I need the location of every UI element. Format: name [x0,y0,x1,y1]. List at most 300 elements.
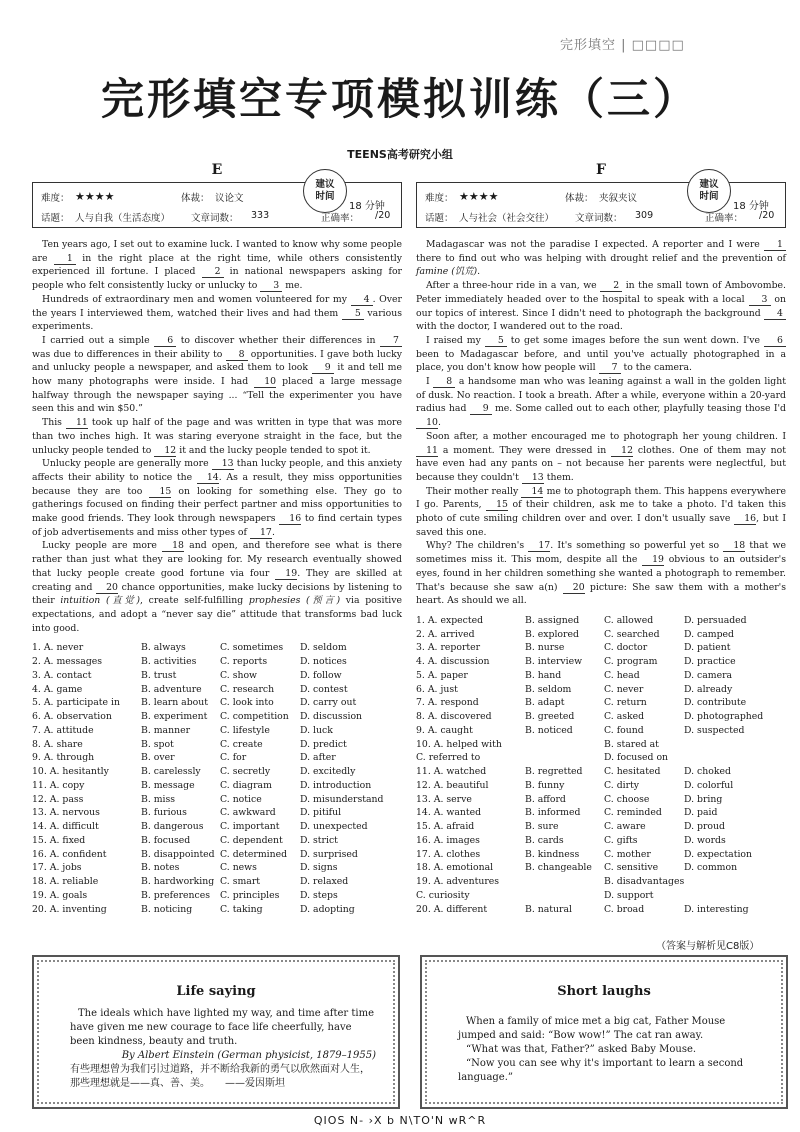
option-choice: 12. A. pass [32,793,84,805]
passage-paragraph [32,334,402,416]
passage-text: placed a large message halfway through the newspaper saying ... “Tell the experimenter you have seen this and win $50.” [32,376,402,415]
option-choice: 17. A. clothes [416,848,481,860]
passage-paragraph [416,279,786,334]
option-choice: C. dependent [220,834,283,846]
option-choice: C. referred to [416,752,481,764]
option-choice: C. curiosity [416,889,470,901]
passage-paragraph [32,416,402,457]
option-choice: D. after [300,752,336,764]
passage-text: Ten years ago, I set out to examine luck. I wanted to know why some people are [32,239,402,264]
blank-number: 2 [202,267,224,278]
option-choice: D. signs [300,862,338,874]
blank-number: 8 [226,350,248,361]
option-row [32,710,402,724]
genre-label: 体裁： [565,193,594,204]
option-choice: C. secretly [220,766,271,778]
passage-text: been to Madagascar before, and until you've actually photographed in a place, you don't know how people will [416,348,786,374]
blank-number: 10 [254,377,276,388]
option-choice: D. words [684,834,726,846]
option-choice: D. contest [300,683,348,695]
option-choice: D. luck [300,724,333,736]
blank-number: 9 [470,404,492,415]
option-choice: C. notice [220,793,262,805]
option-choice: C. allowed [604,614,654,626]
option-choice: B. experiment [141,711,208,723]
option-choice: D. carry out [300,697,357,709]
option-choice: B. explored [525,628,579,640]
passage-e [32,238,402,635]
option-choice: C. sensitive [604,862,659,874]
passage-text: with the doctor, I wandered out to the road. [416,321,623,333]
option-choice: 1. A. expected [416,614,484,626]
blank-number: 19 [642,555,664,566]
blank-number: 10 [416,418,438,429]
passage-text: This [42,417,66,429]
wordcount-label: 文章词数： [575,213,623,224]
blank-number: 13 [522,473,544,484]
topic-label: 话题： [425,213,454,224]
passage-text: to find certain types of job advertisements and miss other types of [32,513,402,538]
option-choice: D. choked [684,766,731,778]
topic-label: 话题： [41,213,70,224]
option-choice: D. relaxed [300,876,349,888]
joke-line: “What was that, Father?” asked Baby Mouse. [466,1044,697,1055]
option-row [416,724,786,738]
option-choice: D. practice [684,656,736,668]
blank-number: 3 [260,281,282,292]
option-choice: 16. A. confident [32,848,107,860]
option-choice: 5. A. paper [416,669,468,681]
option-choice: C. program [604,656,658,668]
option-choice: D. unexpected [300,821,368,833]
passage-text: to get some images before the sun went down. I've [506,334,765,346]
option-choice: B. adapt [525,697,565,709]
option-choice: B. seldom [525,683,572,695]
option-choice: C. found [604,724,644,736]
option-choice: B. sure [525,821,559,833]
option-row [32,738,402,752]
option-choice: 4. A. discussion [416,656,490,668]
passage-text: . [271,526,275,538]
life-saying-translation: 有些理想曾为我们引过道路，并不断给我新的勇气以欣然面对人生，那些理想就是——真、善、美。 ——爱因斯坦 [70,1064,370,1089]
option-choice: 19. A. goals [32,889,88,901]
option-choice: B. dangerous [141,821,204,833]
option-choice [525,751,604,765]
blank-number: 14 [521,487,543,498]
passage-paragraph [416,334,786,375]
blank-number: 4 [764,309,786,320]
option-choice: B. always [141,642,186,654]
option-choice [684,751,786,765]
option-choice: C. asked [604,711,645,723]
option-choice: D. bring [684,793,723,805]
option-choice: C. research [220,683,275,695]
option-choice: 6. A. just [416,683,458,695]
option-row [32,848,402,862]
option-choice [525,889,604,903]
option-row [416,779,786,793]
blank-number: 17 [528,541,550,552]
option-row [416,889,786,903]
passage-text: than lucky people, and this anxiety affects their ability to notice the [32,458,402,483]
passage-text: to the camera. [620,362,692,374]
passage-text: Unlucky people are generally more [42,458,212,470]
option-choice: D. misunderstand [300,793,384,805]
option-choice [684,875,786,889]
page-header-note: 完形填空 | □□□□ [560,38,685,53]
life-saying-body [70,1007,376,1091]
passage-paragraph [416,485,786,540]
option-choice: C. create [220,738,263,750]
option-choice: D. paid [684,807,718,819]
option-choice: 14. A. wanted [416,807,482,819]
time-badge: 建议 时间 [687,169,731,213]
option-choice [684,889,786,903]
option-choice: B. preferences [141,889,210,901]
topic-value: 人与自我（生活态度） [75,213,171,224]
option-choice: 13. A. nervous [32,807,100,819]
option-choice: 13. A. serve [416,793,472,805]
option-choice: C. competition [220,711,289,723]
passage-text: me. [282,280,303,292]
blank-number: 1 [54,254,76,265]
option-choice: D. camped [684,628,735,640]
difficulty-stars: ★★★★ [459,190,499,203]
life-saying-attribution: By Albert Einstein (German physicist, 1879–1955) [121,1050,376,1061]
blank-number: 12 [611,446,633,457]
option-choice: D. support [604,889,654,901]
option-choice: C. smart [220,876,261,888]
passage-text: . It's something so powerful yet so [550,540,724,552]
option-choice: B. hand [525,669,562,681]
joke-line: When a family of mice met a big cat, Father Mouse jumped and said: “Bow wow!” The cat ran away. [458,1016,726,1041]
option-choice: B. over [141,752,175,764]
option-choice: D. focused on [604,752,669,764]
option-choice: 6. A. observation [32,711,112,723]
options-f [416,614,786,917]
accuracy-value: /20 [759,210,775,221]
option-choice: B. interview [525,656,583,668]
option-choice: C. aware [604,821,646,833]
option-choice: D. pitiful [300,807,342,819]
option-choice: C. broad [604,903,645,915]
option-row [32,696,402,710]
option-row [32,669,402,683]
short-laughs-title: Short laughs [557,984,651,999]
blank-number: 20 [96,583,118,594]
passage-paragraph [416,539,786,608]
blank-number: 6 [154,336,176,347]
option-choice: C. head [604,669,640,681]
passage-text: in the small town of Ambovombe. Peter immediately headed over to the hospital to speak with a local [416,280,786,305]
option-row [32,793,402,807]
option-choice: C. lifestyle [220,724,270,736]
option-choice: C. return [604,697,647,709]
passage-text: . [438,417,441,429]
option-choice: 7. A. attitude [32,724,94,736]
passage-text: various experiments. [32,307,402,333]
option-choice: 15. A. afraid [416,821,475,833]
option-row [416,861,786,875]
option-choice: D. predict [300,738,347,750]
option-choice: 18. A. reliable [32,876,99,888]
option-choice: D. suspected [684,724,745,736]
option-choice: C. gifts [604,834,638,846]
option-choice: 1. A. never [32,642,84,654]
passage-paragraph [32,457,402,539]
option-choice: 9. A. through [32,752,95,764]
option-choice: D. notices [300,656,347,668]
life-saying-text: The ideals which have lighted my way, and time after time have given me new courage to face life cheerfully, have been kindness, beauty and truth. [70,1008,374,1047]
option-choice: 17. A. jobs [32,862,82,874]
option-choice: C. show [220,669,258,681]
option-row [416,710,786,724]
option-choice [684,738,786,752]
blank-number: 7 [380,336,402,347]
option-choice: D. follow [300,669,342,681]
option-choice: 20. A. different [416,903,488,915]
option-choice: C. look into [220,697,274,709]
option-choice: 2. A. arrived [416,628,475,640]
wordcount-value: 333 [251,210,270,221]
passage-text: a moment. They were dressed in [438,444,612,456]
option-choice: C. searched [604,628,660,640]
blank-number: 6 [764,336,786,347]
passage-text: in national newspapers asking for people who felt consistently lucky or unlucky to [32,266,402,292]
option-choice: C. news [220,862,257,874]
blank-number: 15 [149,487,171,498]
passage-text: chance opportunities, make lucky decisions by listening to their [32,581,402,607]
blank-number: 18 [723,541,745,552]
section-e [32,162,402,916]
option-choice: 14. A. difficult [32,821,99,833]
passage-text: was due to differences in their ability to [32,348,226,360]
option-choice: B. noticed [525,724,573,736]
info-box [416,179,786,228]
difficulty-label: 难度： [41,193,70,204]
option-choice: D. interesting [684,903,749,915]
difficulty-stars: ★★★★ [75,190,115,203]
option-choice: C. diagram [220,779,272,791]
passage-paragraph [416,238,786,279]
option-row [416,903,786,917]
option-choice: D. discussion [300,711,363,723]
passage-text: , but I saved this one. [416,513,786,538]
option-choice: 10. A. hesitantly [32,766,109,778]
option-row [416,628,786,642]
option-choice: B. cards [525,834,564,846]
wordcount-value: 309 [635,210,654,221]
option-choice: D. steps [300,889,338,901]
option-choice: D. patient [684,642,731,654]
short-laughs-body [458,1015,764,1085]
option-choice: B. kindness [525,848,580,860]
passage-text: and open, and therefore see what is there rather than just what they are looking for. My research eventually showed that lucky people create good fortune via four [32,540,402,579]
option-choice: B. regretted [525,766,583,778]
blank-number: 12 [154,446,176,457]
blank-number: 8 [433,377,455,388]
option-row [32,875,402,889]
minutes-value: 18 分钟 [349,201,385,212]
option-choice: C. principles [220,889,280,901]
blank-number: 3 [749,295,771,306]
option-row [32,751,402,765]
option-row [32,903,402,917]
option-choice: B. disappointed [141,848,215,860]
passage-text: Lucky people are more [42,540,163,552]
passage-text: . [477,266,481,278]
option-choice: 16. A. images [416,834,480,846]
option-choice: D. camera [684,669,733,681]
option-choice: B. assigned [525,614,580,626]
option-choice: D. common [684,862,738,874]
option-choice: 19. A. adventures [416,876,500,888]
blank-number: 15 [486,500,508,511]
option-choice: D. colorful [684,779,734,791]
option-row [416,641,786,655]
option-choice: 7. A. respond [416,697,479,709]
option-choice: C. never [604,683,644,695]
option-row [416,751,786,765]
option-row [32,779,402,793]
option-row [32,861,402,875]
passage-text: on looking for something else. They go to gatherings focused on finding their perfect partner and miss opportunities to make good friends. They look through newspapers [32,485,402,525]
wordcount-label: 文章词数： [191,213,239,224]
option-choice: 11. A. watched [416,766,487,778]
glossed-word: intuition (直觉) [60,595,140,607]
passage-text: a handsome man who was leaning against a wall in the golden light of dusk. No reaction. I took a breath. After a while, everyone within a 20-yard radius had [416,376,786,415]
option-choice [525,738,604,752]
page-title: 完形填空专项模拟训练（三） [101,75,699,125]
passage-text: of their children, ask me to take a photo. I'd taken this photo of cute smiling children over and over. I don't usually save [416,499,786,525]
option-choice: C. choose [604,793,650,805]
passage-text: Soon after, a mother encouraged me to photograph her young children. I [426,430,786,442]
option-choice: C. determined [220,848,288,860]
accuracy-label: 正确率： [321,213,360,224]
passage-text: . As a result, they miss opportunities because they are too [32,471,402,497]
option-choice: D. introduction [300,779,372,791]
option-row [416,875,786,889]
option-choice: 4. A. game [32,683,83,695]
passage-text: Hundreds of extraordinary men and women volunteered for my [42,293,351,305]
passage-text: obvious to an outsider's eyes, found in her children something she wanted a photograph to remember. That's because she saw a(n) [416,554,786,593]
option-choice: C. doctor [604,642,648,654]
joke-line: “Now you can see why it's important to learn a second language.” [458,1058,744,1083]
option-choice: 3. A. contact [32,669,92,681]
option-choice: B. focused [141,834,191,846]
accuracy-label: 正确率： [705,213,744,224]
blank-number: 2 [600,281,622,292]
glossed-word: prophesies (预言) [248,595,341,607]
option-choice: D. excitedly [300,766,356,778]
passage-text: there to find out who was helping with drought relief and the prevention of [416,252,786,264]
option-row [416,683,786,697]
passage-paragraph [32,539,402,635]
blank-number: 11 [416,446,438,457]
option-choice: C. dirty [604,779,640,791]
option-choice: B. adventure [141,683,202,695]
option-choice: 5. A. participate in [32,697,120,709]
passage-paragraph [32,293,402,334]
blank-number: 14 [197,473,219,484]
option-row [32,724,402,738]
option-choice: 12. A. beautiful [416,779,489,791]
option-row [416,765,786,779]
passage-text: me to photograph them. This happens everywhere I go. Parents, [416,485,786,511]
answer-note: （答案与解析见C8版） [656,941,760,952]
option-choice: C. important [220,821,280,833]
option-choice: 10. A. helped with [416,738,502,750]
option-choice: B. nurse [525,642,565,654]
author-line: TEENS高考研究小组 [347,148,453,161]
info-box [32,179,402,228]
option-row [416,696,786,710]
topic-value: 人与社会（社会交往） [459,213,555,224]
option-choice: B. natural [525,903,572,915]
option-choice: D. contribute [684,697,747,709]
option-choice: B. learn about [141,697,208,709]
option-choice: B. furious [141,807,187,819]
option-choice: B. stared at [604,738,659,750]
option-row [416,614,786,628]
blank-number: 11 [66,418,88,429]
option-choice: 3. A. reporter [416,642,481,654]
option-choice: 9. A. caught [416,724,473,736]
option-row [416,655,786,669]
blank-number: 4 [351,295,373,306]
option-choice: B. afford [525,793,566,805]
passage-text: picture: She saw them with a mother's heart. As should we all. [416,581,786,607]
passage-text: After a three-hour ride in a van, we [426,280,601,292]
blank-number: 5 [342,309,364,320]
option-choice: B. message [141,779,195,791]
passage-text: . They are skilled at creating and [32,567,402,593]
option-choice: C. mother [604,848,651,860]
life-saying-title: Life saying [176,984,256,999]
option-choice: C. for [220,752,247,764]
option-choice: B. disadvantages [604,876,684,888]
option-choice: B. informed [525,807,581,819]
blank-number: 9 [312,363,334,374]
passage-paragraph [32,238,402,293]
option-choice: B. funny [525,779,565,791]
section-f [416,162,786,916]
option-choice: D. seldom [300,642,347,654]
option-choice: 11. A. copy [32,779,85,791]
option-row [32,765,402,779]
option-choice: B. hardworking [141,876,215,888]
passage-text: opportunities. I gave both lucky and unlucky people a newspaper, and asked them to look [32,348,402,374]
difficulty-label: 难度： [425,193,454,204]
options-e [32,641,402,916]
passage-text: me. Some called out to each other, playfully teasing those I'd [491,403,787,415]
option-row [416,848,786,862]
option-choice: 8. A. discovered [416,711,492,723]
blank-number: 20 [563,583,585,594]
time-badge: 建议 时间 [303,169,347,213]
passage-text: . Over the years I interviewed them, watched their lives and had them [32,293,402,319]
option-choice: C. awkward [220,807,276,819]
accuracy-value: /20 [375,210,391,221]
page-footer: QIOS N- ›X b N\TO'N wR^R [313,1114,487,1127]
option-choice: B. spot [141,738,174,750]
passage-text: clothes. One of them may not have even had any pants on – not because her parents were neglectful, but because they couldn't [416,444,786,483]
option-choice: C. sometimes [220,642,284,654]
passage-text: Madagascar was not the paradise I expected. A reporter and I were [426,239,764,250]
option-choice: 8. A. share [32,738,83,750]
option-choice: B. greeted [525,711,575,723]
option-choice: D. persuaded [684,614,747,626]
